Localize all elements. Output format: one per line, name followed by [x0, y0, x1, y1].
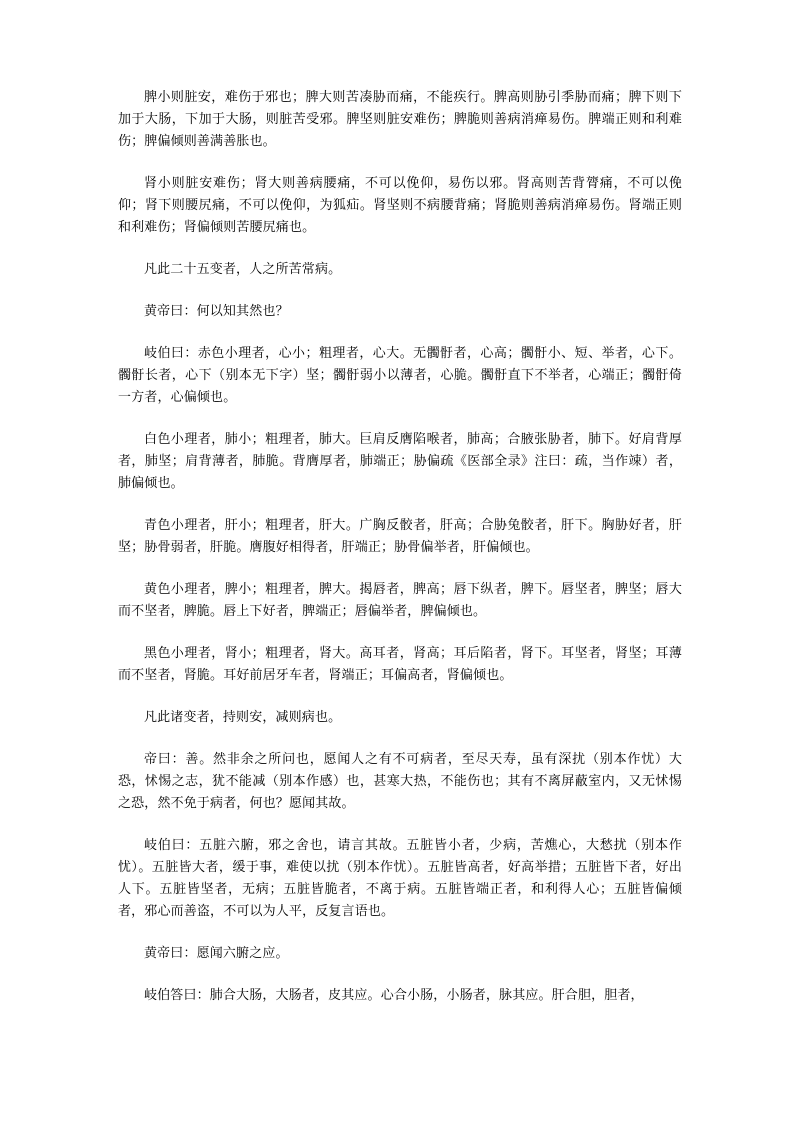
paragraph-huangdi-question: 黄帝曰：何以知其然也？	[144, 304, 289, 319]
paragraph-liver: 青色小理者，肝小；粗理者，肝大。广胸反骹者，肝高；合胁兔骹者，肝下。胸胁好者，肝坚；胁骨弱者，肝脆。膺腹好相得者，肝端正；胁骨偏举者，肝偏倾也。	[118, 518, 682, 555]
document-page	[118, 87, 682, 1027]
paragraph-qibo-heart: 岐伯曰：赤色小理者，心小；粗理者，心大。无髑骬者，心高；髑骬小、短、举者，心下。髑骬长者，心下（别本无下字）坚；髑骬弱小以薄者，心脆。髑骬直下不举者，心端正；髑骬倚一方者，心偏倾也。	[118, 346, 682, 405]
paragraph-summary-variants: 凡此诸变者，持则安，减则病也。	[144, 710, 342, 725]
paragraph-qibo-five-organs: 岐伯曰：五脏六腑，邪之舍也，请言其故。五脏皆小者，少病，苦燋心，大愁扰（别本作忧）。五脏皆大者，缓于事，难使以扰（别本作忧）。五脏皆高者，好高举措；五脏皆下者，好出人下。五脏皆坚者，无病；五脏皆脆者，不离于病。五脏皆端正者，和利得人心；五脏皆偏倾者，邪心而善盗，不可以为人平，反复言语也。	[118, 838, 682, 919]
paragraph-kidney-variants: 肾小则脏安难伤；肾大则善病腰痛，不可以俛仰，易伤以邪。肾高则苦背膂痛，不可以俛仰；肾下则腰尻痛，不可以俛仰，为狐疝。肾坚则不病腰背痛；肾脆则善病消瘅易伤。肾端正则和利难伤；肾偏倾则苦腰尻痛也。	[118, 176, 682, 235]
paragraph-lung: 白色小理者，肺小；粗理者，肺大。巨肩反膺陷喉者，肺高；合腋张胁者，肺下。好肩背厚者，肺坚；肩背薄者，肺脆。背膺厚者，肺端正；胁偏疏《医部全录》注曰：疏，当作竦）者，肺偏倾也。	[118, 432, 682, 491]
paragraph-spleen-variants: 脾小则脏安，难伤于邪也；脾大则苦凑胁而痛，不能疾行。脾高则胁引季胁而痛；脾下则下加于大肠，下加于大肠，则脏苦受邪。脾坚则脏安难伤；脾脆则善病消瘅易伤。脾端正则和利难伤；脾偏倾则善满善胀也。	[118, 90, 682, 149]
paragraph-spleen: 黄色小理者，脾小；粗理者，脾大。揭唇者，脾高；唇下纵者，脾下。唇坚者，脾坚；唇大而不坚者，脾脆。唇上下好者，脾端正；唇偏举者，脾偏倾也。	[118, 582, 682, 619]
paragraph-emperor-question: 帝曰：善。然非余之所问也，愿闻人之有不可病者，至尽天寿，虽有深扰（别本作忧）大恐，怵惕之志，犹不能减（别本作感）也，甚寒大热，不能伤也；其有不离屏蔽室内，又无怵惕之恐，然不免于病者，何也？愿闻其故。	[118, 752, 682, 811]
paragraph-kidney: 黑色小理者，肾小；粗理者，肾大。高耳者，肾高；耳后陷者，肾下。耳坚者，肾坚；耳薄而不坚者，肾脆。耳好前居牙车者，肾端正；耳偏高者，肾偏倾也。	[118, 646, 682, 683]
paragraph-summary-25-variants: 凡此二十五变者，人之所苦常病。	[144, 262, 342, 277]
paragraph-qibo-answer: 岐伯答曰：肺合大肠，大肠者，皮其应。心合小肠，小肠者，脉其应。肝合胆，胆者，	[144, 988, 644, 1003]
paragraph-huangdi-six-fu: 黄帝曰：愿闻六腑之应。	[144, 946, 289, 961]
